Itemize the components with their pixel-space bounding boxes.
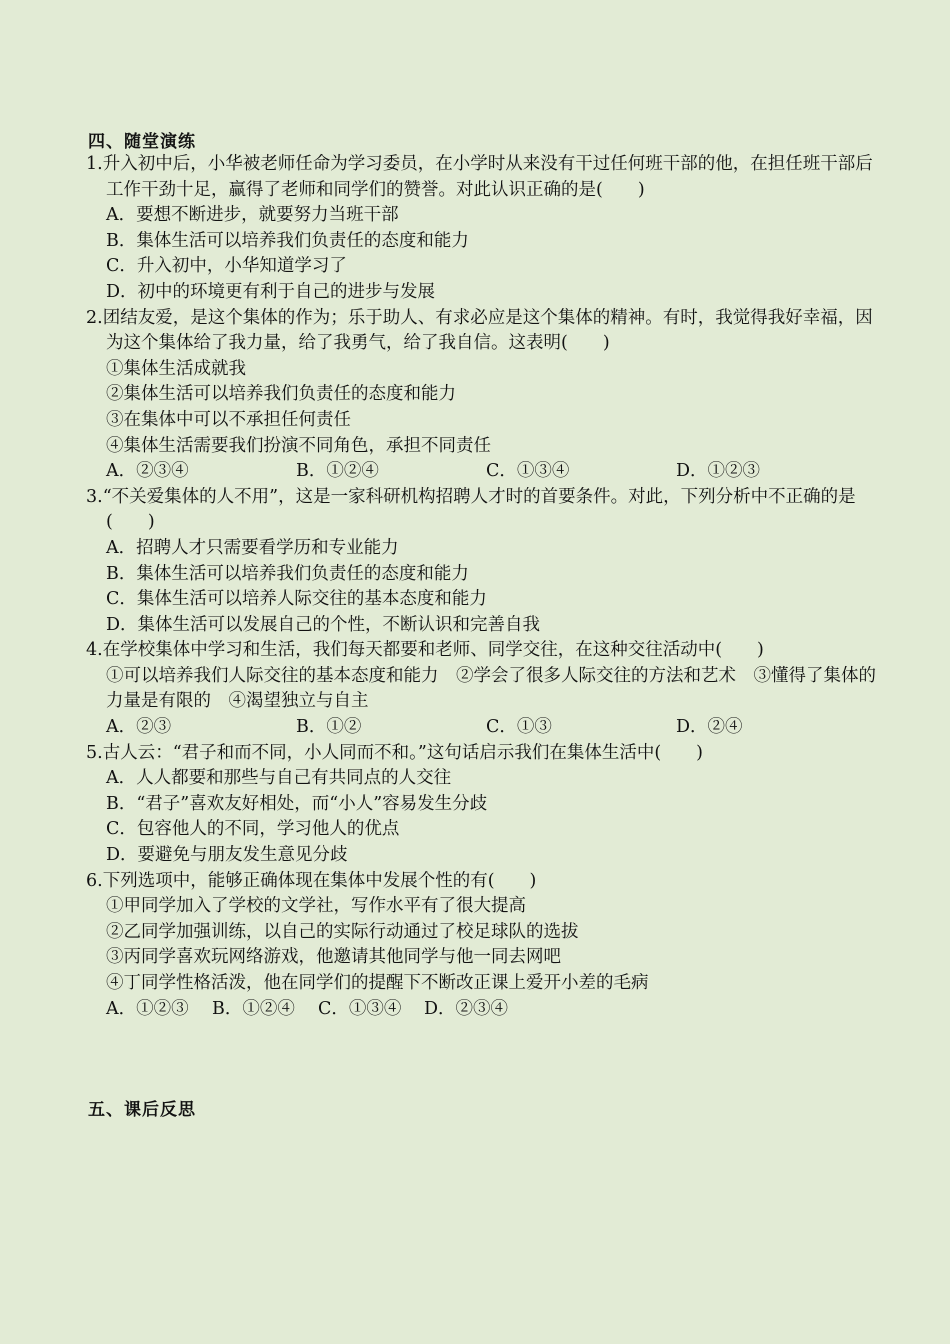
question-list [86,152,886,1022]
choice-c: C．①③ [486,717,552,738]
choice-d: D．②③④ [424,998,509,1019]
question-1 [86,152,886,306]
choice-row [86,997,886,1023]
choice-c: C．①③④ [318,998,402,1019]
choice-a: A．②③ [106,717,172,738]
option-b: B．“君子”喜欢友好相处，而“小人”容易发生分歧 [106,793,488,814]
option-d: D．要避免与朋友发生意见分歧 [106,845,348,866]
choice-d: D．②④ [676,717,743,738]
choice-b: B．①②④ [296,461,379,482]
option-b: B．集体生活可以培养我们负责任的态度和能力 [106,563,469,584]
question-4 [86,638,886,740]
statement-4: ④丁同学性格活泼，他在同学们的提醒下不断改正课上爱开小差的毛病 [106,973,649,993]
choice-row [86,459,886,485]
choice-b: B．①②④ [212,998,295,1019]
choice-b: B．①② [296,717,362,738]
option-d: D．初中的环境更有利于自己的进步与发展 [106,281,436,302]
option-c: C．集体生活可以培养人际交往的基本态度和能力 [106,589,487,610]
statement-4: ④集体生活需要我们扮演不同角色，承担不同责任 [106,435,491,456]
statement-1: ①集体生活成就我 [106,358,246,379]
statement-2: ②乙同学加强训练，以自己的实际行动通过了校足球队的选拔 [106,921,579,942]
statement-block: ①可以培养我们人际交往的基本态度和能力 ②学会了很多人际交往的方法和艺术 ③懂得了集体的力量是有限的 ④渴望独立与自主 [106,665,876,712]
question-stem: 6.下列选项中，能够正确体现在集体中发展个性的有( ) [86,870,537,891]
option-a: A．要想不断进步，就要努力当班干部 [106,205,399,226]
option-a: A．招聘人才只需要看学历和专业能力 [106,537,399,558]
choice-a: A．①②③ [106,998,189,1019]
option-b: B．集体生活可以培养我们负责任的态度和能力 [106,230,469,251]
statement-2: ②集体生活可以培养我们负责任的态度和能力 [106,384,456,405]
question-stem: 5.古人云：“君子和而不同，小人同而不和。”这句话启示我们在集体生活中( ) [86,742,703,763]
option-d: D．集体生活可以发展自己的个性，不断认识和完善自我 [106,614,541,635]
choice-a: A．②③④ [106,461,189,482]
section-4-heading: 四、随堂演练 [88,132,196,152]
option-a: A．人人都要和那些与自己有共同点的人交往 [106,768,452,789]
question-stem: 3.“不关爱集体的人不用”，这是一家科研机构招聘人才时的首要条件。对此，下列分析中不正确的是( ) [86,486,856,533]
section-5-heading: 五、课后反思 [88,1100,196,1120]
choice-c: C．①③④ [486,461,570,482]
question-stem: 4.在学校集体中学习和生活，我们每天都要和老师、同学交往，在这种交往活动中( ) [86,640,764,661]
question-5 [86,741,886,869]
question-6 [86,869,886,1023]
statement-1: ①甲同学加入了学校的文学社，写作水平有了很大提高 [106,896,526,917]
statement-3: ③丙同学喜欢玩网络游戏，他邀请其他同学与他一同去网吧 [106,947,561,968]
question-2 [86,306,886,485]
choice-d: D．①②③ [676,461,761,482]
question-3 [86,485,886,639]
choice-row [86,715,886,741]
question-stem: 1.升入初中后，小华被老师任命为学习委员，在小学时从来没有干过任何班干部的他，在担任班干部后工作干劲十足，赢得了老师和同学们的赞誉。对此认识正确的是( ) [86,154,873,200]
option-c: C．升入初中，小华知道学习了 [106,256,347,277]
option-c: C．包容他人的不同，学习他人的优点 [106,819,400,840]
statement-3: ③在集体中可以不承担任何责任 [106,409,351,430]
question-stem: 2.团结友爱，是这个集体的作为；乐于助人、有求必应是这个集体的精神。有时，我觉得我好幸福，因为这个集体给了我力量，给了我勇气，给了我自信。这表明( ) [86,307,873,354]
